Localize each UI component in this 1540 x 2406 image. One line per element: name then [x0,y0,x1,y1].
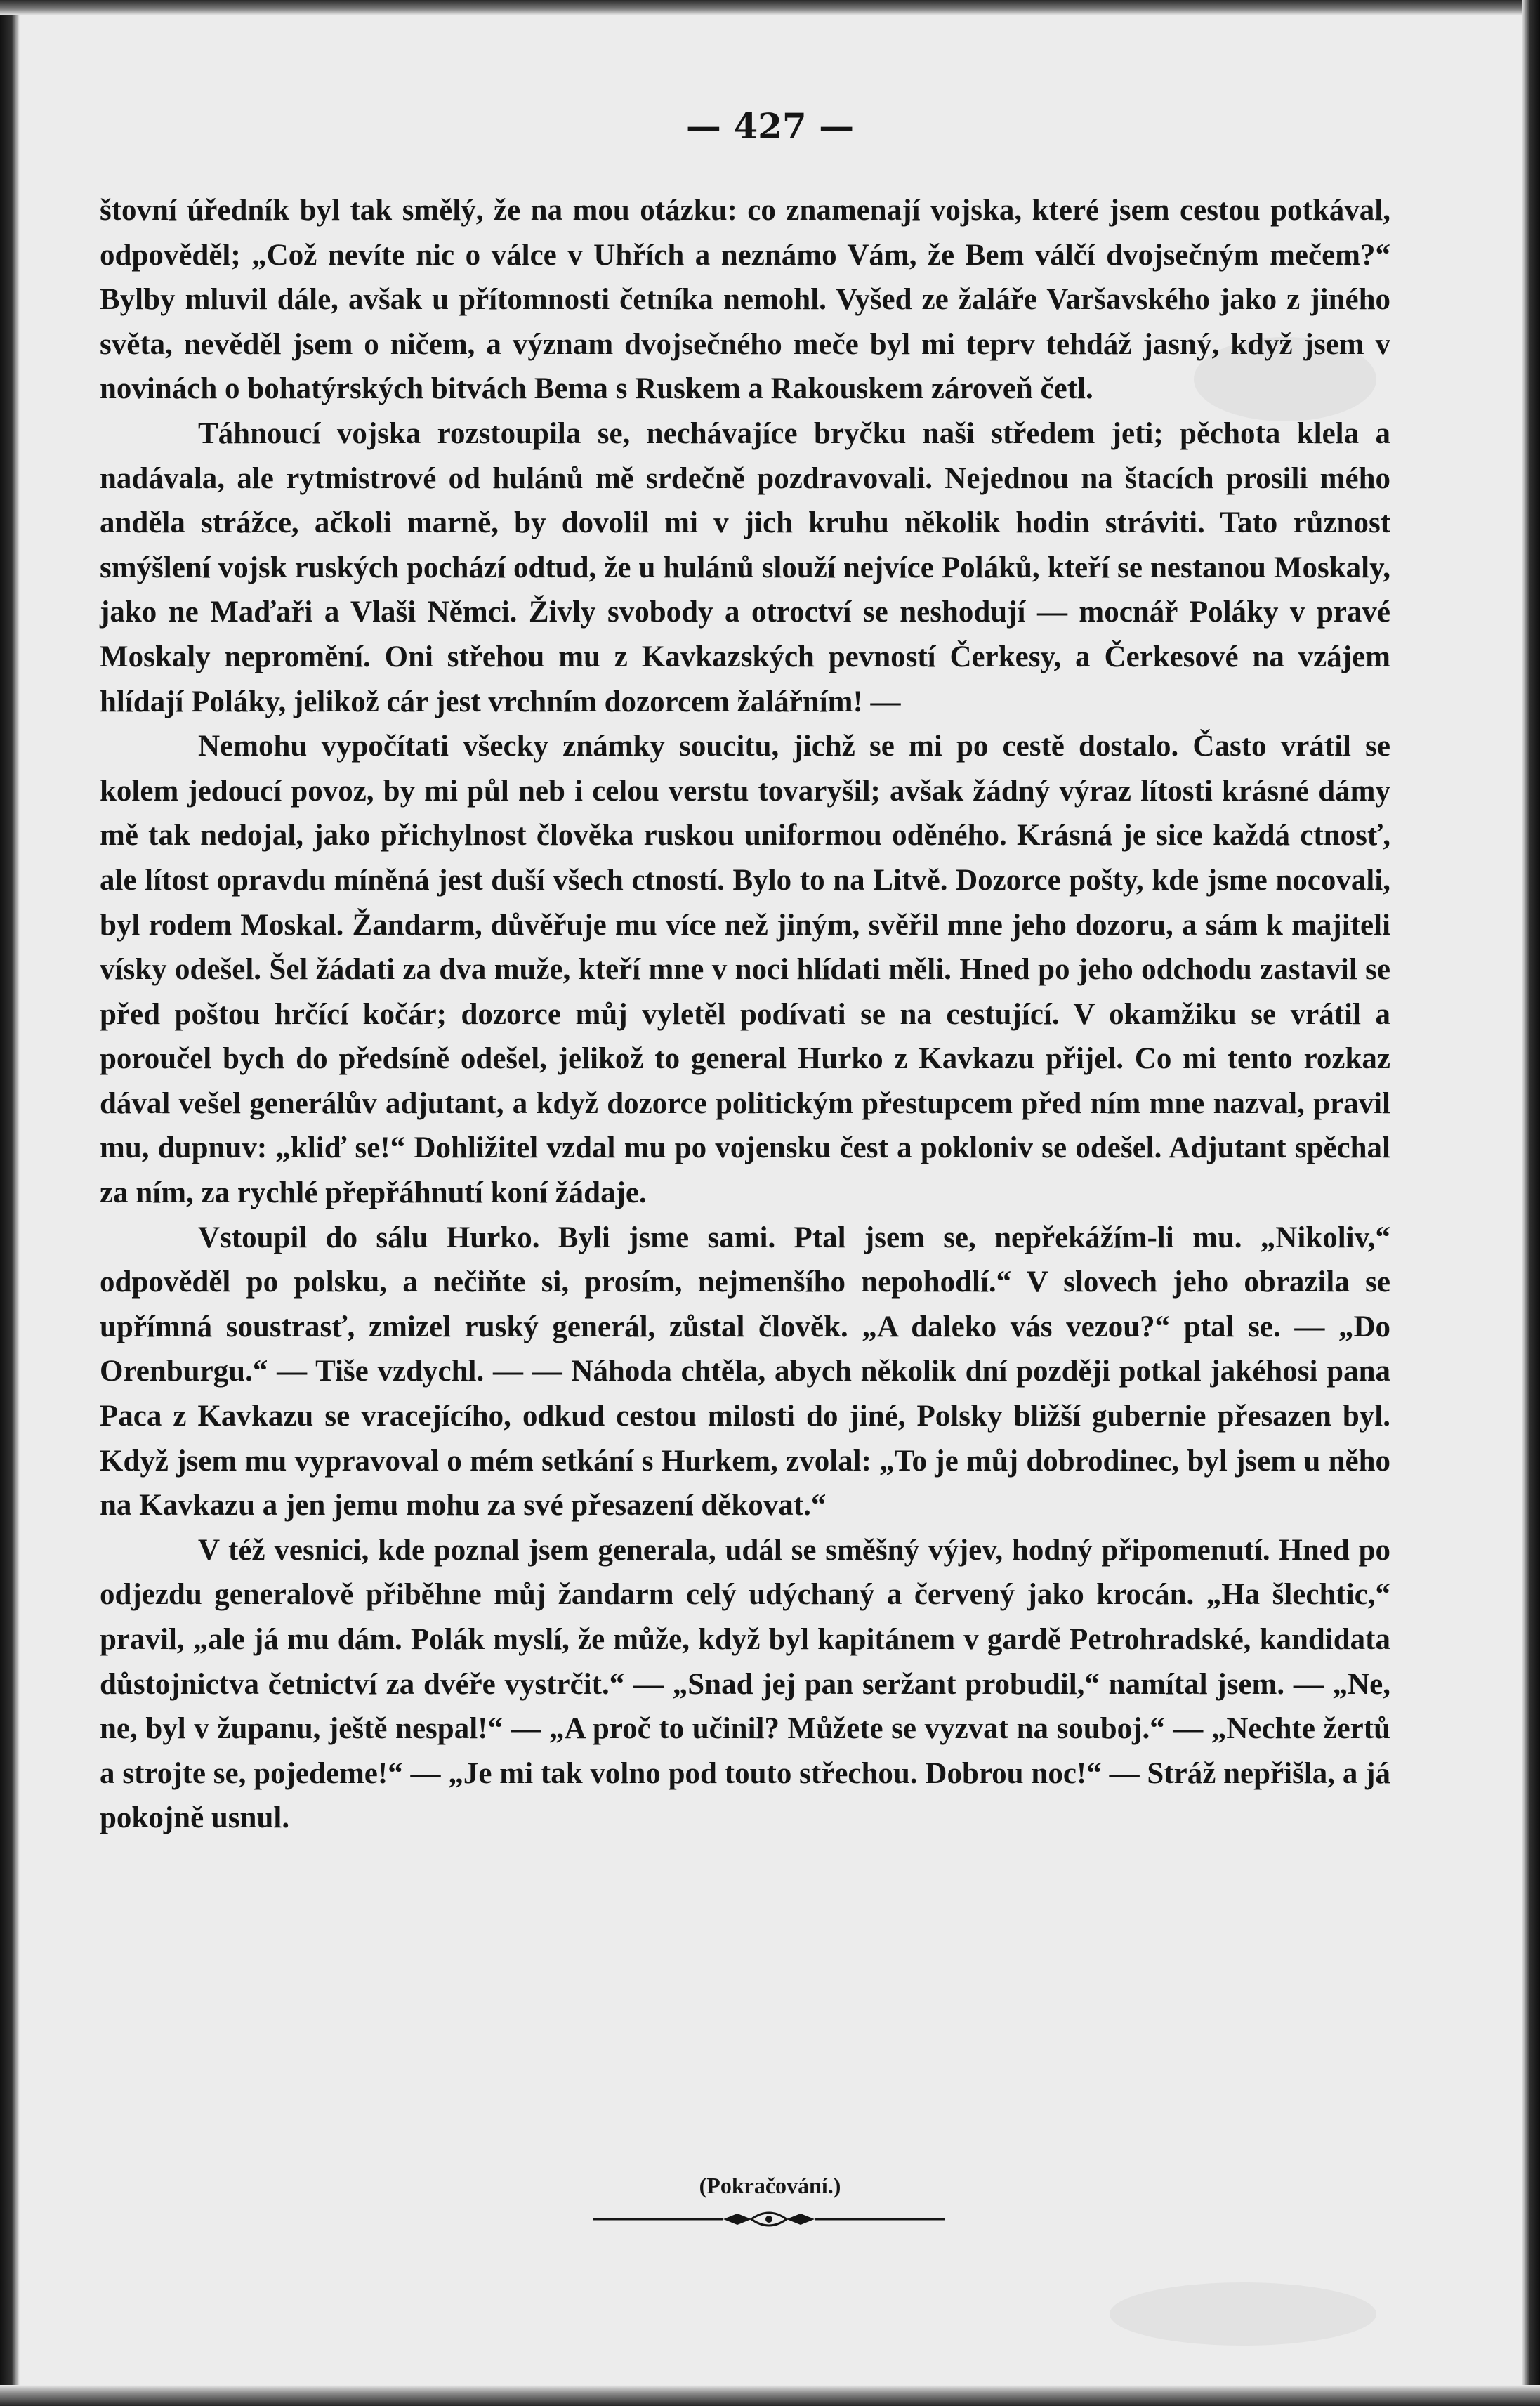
paragraph: Vstoupil do sálu Hurko. Byli jsme sami. Ptal jsem se, nepřekážím-li mu. „Nikoliv,“ odpověděl po polsku, a nečiňte si, prosím, nejmenšího nepohodlí.“ V slovech jeho obrazila se upřímná soustrasť, zmizel ruský generál, zůstal člověk. „A daleko vás vezou?“ ptal se. — „Do Orenburgu.“ — Tiše vzdychl. — — Náhoda chtěla, abych několik dní později potkal jakéhosi pana Paca z Kavkazu se vracejícího, odkud cestou milosti do jiné, Polsky bližší gubernie přesazen byl. Když jsem mu vypravoval o mém setkání s Hurkem, zvolal: „To je můj dobrodinec, byl jsem u něho na Kavkazu a jen jemu mohu za své přesazení děkovat.“ [100,1221,1390,1523]
page-number: — 427 — [685,105,855,147]
scan-edge-top [0,0,1540,15]
body-text [100,188,1390,1841]
paragraph: Táhnoucí vojska rozstoupila se, nechávajíce bryčku naši středem jeti; pěchota klela a nadávala, ale rytmistrové od hulánů mě srdečně pozdravovali. Nejednou na štacích prosili mého anděla strážce, ačkoli marně, by dovolil mi v jich kruhu několik hodin stráviti. Tato různost smýšlení vojsk ruských pochází odtud, že u hulánů slouží nejvíce Poláků, kteří se nestanou Moskaly, jako ne Maďaři a Vlaši Němci. Živly svobody a otroctví se neshodují — mocnář Poláky v pravé Moskaly nepromění. Oni střehou mu z Kavkazských pevností Čerkesy, a Čerkesové na vzájem hlídají Poláky, jelikož cár jest vrchním dozorcem žalářním! — [100,416,1390,718]
paragraph: V též vesnici, kde poznal jsem generala, udál se směšný výjev, hodný připomenutí. Hned po odjezdu generalově přiběhne můj žandarm celý udýchaný a červený jako krocán. „Ha šlechtic,“ pravil, „ale já mu dám. Polák myslí, že může, když byl kapitánem v gardě Petrohradské, kandidata důstojnictva četnictví za dvéře vystrčit.“ — „Snad jej pan seržant probudil,“ namítal jsem. — „Ne, ne, byl v županu, ještě nespal!“ — „A proč to učinil? Můžete se vyzvat na souboj.“ — „Nechte žertů a strojte se, pojedeme!“ — „Je mi tak volno pod touto střechou. Dobrou noc!“ — Stráž nepřišla, a já pokojně usnul. [100,1533,1390,1835]
paragraph: Nemohu vypočítati všecky známky soucitu, jichž se mi po cestě dostalo. Často vrátil se kolem jedoucí povoz, by mi půl neb i celou verstu tovaryšil; avšak žádný výraz lítosti krásné dámy mě tak nedojal, jako přichylnost člověka ruskou uniformou oděného. Krásná je sice každá ctnosť, ale lítost opravdu míněná jest duší všech ctností. Bylo to na Litvě. Dozorce pošty, kde jsme nocovali, byl rodem Moskal. Žandarm, důvěřuje mu více než jiným, svěřil mne jeho dozoru, a sám k majiteli vísky odešel. Šel žádati za dva muže, kteří mne v noci hlídati měli. Hned po jeho odchodu zastavil se před poštou hrčící kočár; dozorce můj vyletěl podívati se na cestující. V okamžiku se vrátil a poroučel bych do předsíně odešel, jelikož to general Hurko z Kavkazu přijel. Co mi tento rozkaz dával vešel generálův adjutant, a když dozorce politickým přestupcem před ním mne nazval, pravil mu, dupnuv: „kliď se!“ Dohližitel vzdal mu po vojensku čest a pokloniv se odešel. Adjutant spěchal za ním, za rychlé přepřáhnutí koní žádaje. [100,730,1390,1210]
continuation-note: (Pokračování.) [699,2173,841,2198]
paper-stain [1110,2282,1376,2346]
scan-edge-left [0,0,20,2406]
scan-edge-right [1522,0,1540,2406]
paragraph: štovní úředník byl tak smělý, že na mou otázku: co znamenají vojska, které jsem cestou potkával, odpověděl; „Což nevíte nic o válce v Uhřích a neznámo Vám, že Bem válčí dvojsečným mečem?“ Bylby mluvil dále, avšak u přítomnosti četníka nemohl. Vyšed ze žaláře Varšavského jako z jiného světa, nevěděl jsem o ničem, a význam dvojsečného meče byl mi teprv tehdáž jasný, když jsem v novinách o bohatýrských bitvách Bema s Ruskem a Rakouskem zároveň četl. [100,194,1390,406]
ornament-divider [593,2205,945,2233]
scan-edge-bottom [0,2385,1540,2406]
